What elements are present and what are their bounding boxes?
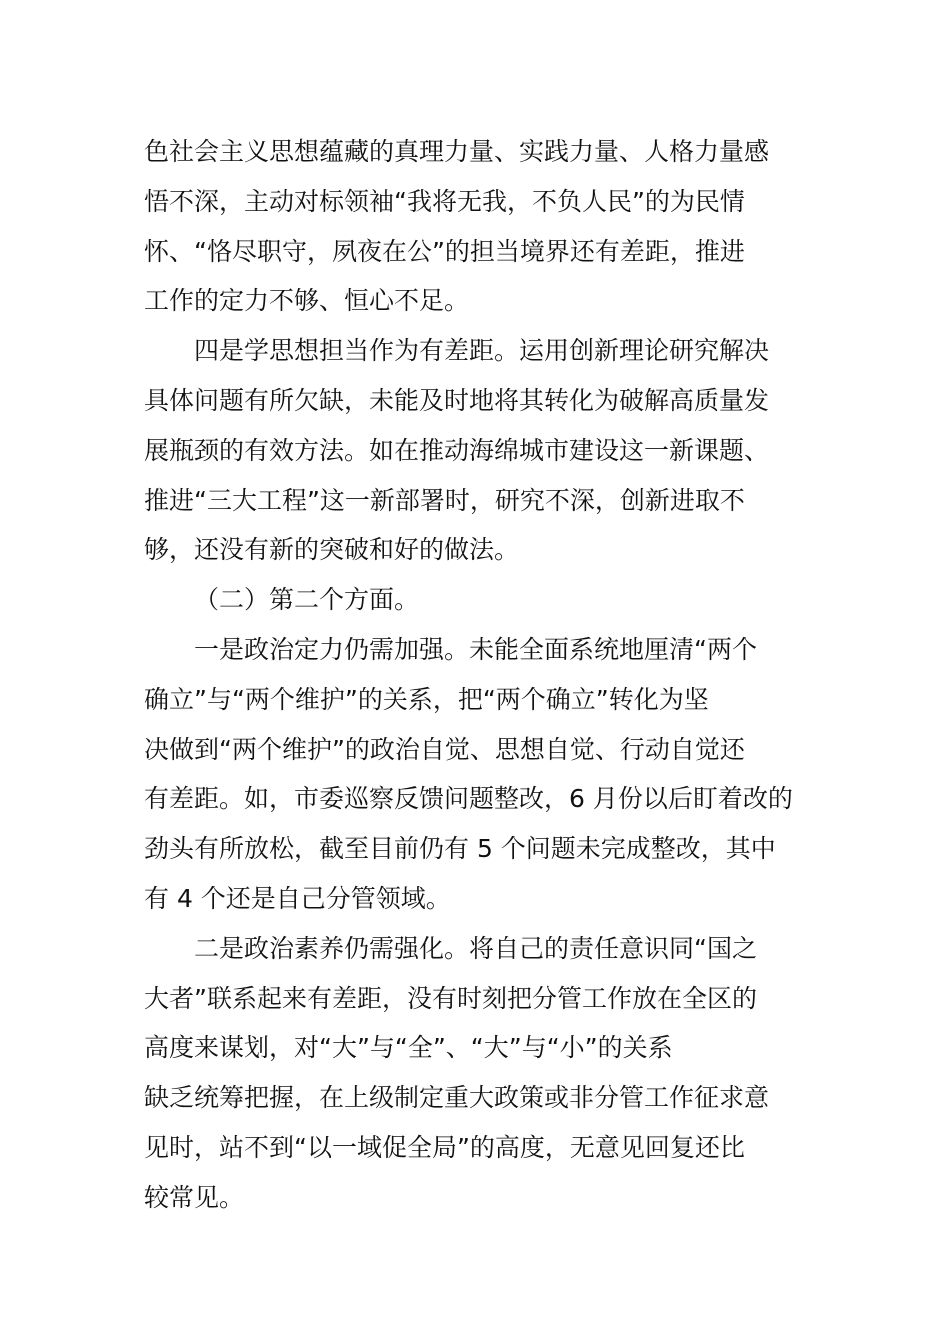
text-line: 具体问题有所欠缺，未能及时地将其转化为破解高质量发 [144, 385, 770, 415]
body-text [144, 127, 808, 1223]
text-line: 有 4 个还是自己分管领域。 [144, 883, 451, 913]
text-line: 决做到“两个维护”的政治自觉、思想自觉、行动自觉还 [144, 734, 745, 764]
text-line: 够，还没有新的突破和好的做法。 [144, 535, 520, 565]
text-line: 较常见。 [144, 1182, 245, 1212]
text-line: 缺乏统筹把握，在上级制定重大政策或非分管工作征求意 [144, 1083, 770, 1113]
paragraph-first-line: 四是学思想担当作为有差距。运用创新理论研究解决 [194, 336, 770, 366]
text-line: 展瓶颈的有效方法。如在推动海绵城市建设这一新课题、 [144, 435, 770, 465]
text-line: 见时，站不到“以一域促全局”的高度，无意见回复还比 [144, 1132, 745, 1162]
text-line: 怀、“恪尽职守，夙夜在公”的担当境界还有差距，推进 [144, 236, 745, 266]
text-line: 高度来谋划，对“大”与“全”、“大”与“小”的关系 [144, 1033, 673, 1063]
text-line: 工作的定力不够、恒心不足。 [144, 286, 470, 316]
paragraph-first-line: 一是政治定力仍需加强。未能全面系统地厘清“两个 [194, 634, 757, 664]
text-line: 有差距。如，市委巡察反馈问题整改，6 月份以后盯着改的 [144, 784, 793, 814]
text-line: 劲头有所放松，截至目前仍有 5 个问题未完成整改，其中 [144, 834, 776, 864]
text-line: 色社会主义思想蕴藏的真理力量、实践力量、人格力量感 [144, 137, 770, 166]
text-line: 悟不深，主动对标领袖“我将无我，不负人民”的为民情 [144, 186, 745, 216]
section-heading: （二）第二个方面。 [194, 585, 420, 615]
text-line: 大者”联系起来有差距，没有时刻把分管工作放在全区的 [144, 983, 757, 1013]
text-line: 确立”与“两个维护”的关系，把“两个确立”转化为坚 [144, 684, 709, 714]
paragraph-first-line: 二是政治素养仍需强化。将自己的责任意识同“国之 [194, 933, 757, 963]
text-line: 推进“三大工程”这一新部署时，研究不深，创新进取不 [144, 485, 745, 515]
